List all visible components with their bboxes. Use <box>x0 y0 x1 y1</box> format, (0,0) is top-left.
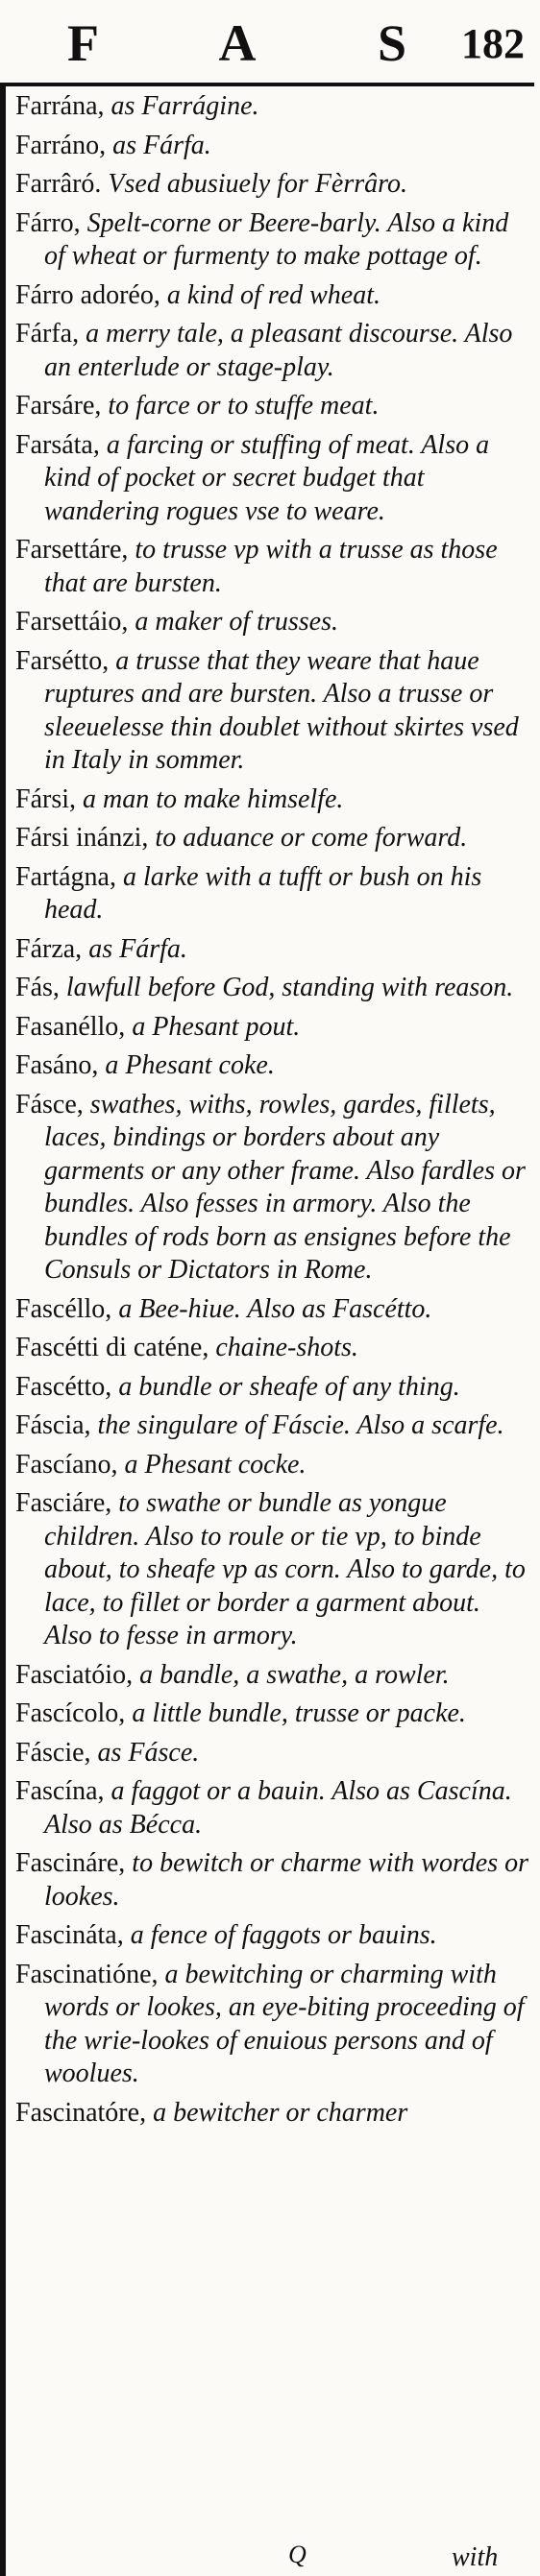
headword: Fascináre, <box>15 1848 126 1878</box>
signature-mark: Q <box>288 2540 307 2568</box>
headword: Farrâró. <box>15 169 102 199</box>
headword: Fársi inánzi, <box>15 823 149 853</box>
dictionary-entry <box>15 390 530 423</box>
dictionary-entry <box>15 1775 530 1842</box>
header-rule <box>2 83 534 86</box>
definition: a kind of red wheat. <box>160 279 380 310</box>
headword: Fascéllo, <box>15 1293 112 1324</box>
dictionary-entry <box>15 861 530 927</box>
page-number: 182 <box>461 20 525 67</box>
headword: Fascétto, <box>15 1371 112 1402</box>
dictionary-entry <box>15 1697 530 1731</box>
definition: a larke with a tufft or bush on his head. <box>44 861 482 925</box>
headword: Fáscia, <box>15 1410 91 1440</box>
dictionary-entry <box>15 318 530 384</box>
definition: a merry tale, a pleasant discourse. Also an enterlude or stage-play. <box>44 319 513 382</box>
dictionary-entry <box>15 1737 530 1770</box>
dictionary-entry <box>15 1011 530 1045</box>
headword: Fascétti di caténe, <box>15 1333 209 1362</box>
dictionary-entry <box>15 1409 530 1443</box>
headword: Fás, <box>15 973 60 1002</box>
headword: Farrána, <box>15 91 105 121</box>
headword: Fasciáre, <box>15 1488 112 1518</box>
definition: to aduance or come forward. <box>148 823 468 853</box>
dictionary-entry <box>15 534 530 600</box>
headword: Fascináta, <box>15 1920 124 1950</box>
headword: Fasanéllo, <box>15 1011 126 1042</box>
headword: Farsettáre, <box>15 535 129 565</box>
definition: a man to make himselfe. <box>76 783 344 814</box>
dictionary-entry <box>15 1371 530 1405</box>
definition: a little bundle, trusse or packe. <box>125 1698 466 1728</box>
catchword: with <box>452 2542 499 2572</box>
definition: a bundle or sheafe of any thing. <box>111 1371 460 1402</box>
headword: Fascína, <box>15 1776 105 1806</box>
headword: Farsettáio, <box>15 607 129 637</box>
definition: a bandle, a swathe, a rowler. <box>133 1659 450 1690</box>
headword: Farráno, <box>15 130 107 160</box>
headword: Fárza, <box>15 933 83 964</box>
definition: a faggot or a bauin. Also as Cascína. Also as Bécca. <box>44 1776 512 1840</box>
dictionary-entry <box>15 783 530 817</box>
headword: Fásce, <box>15 1089 84 1119</box>
definition: a Phesant pout. <box>125 1011 301 1042</box>
dictionary-entry <box>15 1659 530 1693</box>
dictionary-entry <box>15 1449 530 1482</box>
headword: Fárro, <box>15 207 81 238</box>
dictionary-entry <box>15 168 530 202</box>
headword: Fasáno, <box>15 1050 99 1080</box>
definition: Vsed abusiuely for Fèrrâro. <box>101 169 408 199</box>
headword: Fasciatóio, <box>15 1659 134 1690</box>
headword: Farsáre, <box>15 391 102 421</box>
definition: as Fárfa. <box>82 933 187 964</box>
dictionary-entry <box>15 606 530 639</box>
headword: Farsáta, <box>15 429 100 460</box>
definition: a trusse that they weare that haue ruptures and are bursten. Also a trusse or sleeuelesse thin doublet without skirtes vsed in Italy in sommer. <box>44 645 519 775</box>
headword: Fartágna, <box>15 861 116 892</box>
headword: Fársi, <box>15 783 76 814</box>
dictionary-entry <box>15 1487 530 1653</box>
dictionary-entry <box>15 207 530 274</box>
dictionary-entry <box>15 933 530 967</box>
definition: as Farrágine. <box>104 91 259 121</box>
definition: Spelt-corne or Beere-barly. Also a kind of wheat or furmenty to make pottage of. <box>44 207 509 271</box>
definition: a Phesant cocke. <box>117 1449 307 1480</box>
definition: a fence of faggots or bauins. <box>123 1920 437 1950</box>
definition: to farce or to stuffe meat. <box>101 391 380 421</box>
entry-list <box>15 90 530 2135</box>
definition: to bewitch or charme with wordes or lookes. <box>44 1848 529 1912</box>
definition: swathes, withs, rowles, gardes, fillets, laces, bindings or borders about any garments or any other frame. Also fardles or bundles. Also fesses in armory. Also the bundles of rods born as ensignes before the Consuls or Dictators in Rome. <box>44 1089 526 1285</box>
definition: a Bee-hiue. Also as Fascétto. <box>111 1293 432 1324</box>
dictionary-entry <box>15 90 530 124</box>
definition: a bewitcher or charmer <box>146 2097 408 2128</box>
dictionary-entry <box>15 1847 530 1914</box>
running-head-title: F A S <box>67 14 463 72</box>
headword: Fáscie, <box>15 1737 91 1768</box>
definition: a maker of trusses. <box>128 607 338 637</box>
dictionary-entry <box>15 645 530 778</box>
definition: a bewitching or charming with words or lookes, an eye-biting proceeding of the wrie-lookes of enuious persons and of woolues. <box>44 1959 525 2088</box>
definition: as Fásce. <box>90 1737 200 1768</box>
dictionary-entry <box>15 1293 530 1327</box>
dictionary-entry <box>15 1959 530 2091</box>
headword: Fascinatióne, <box>15 1959 159 1989</box>
dictionary-entry <box>15 1089 530 1288</box>
dictionary-entry <box>15 130 530 163</box>
definition: to trusse vp with a trusse as those that are bursten. <box>44 535 498 598</box>
dictionary-entry <box>15 429 530 529</box>
headword: Farsétto, <box>15 645 110 676</box>
definition: lawfull before God, standing with reason. <box>59 973 514 1002</box>
column-rule <box>0 83 6 2576</box>
dictionary-entry <box>15 972 530 1005</box>
dictionary-entry <box>15 1919 530 1953</box>
headword: Fascícolo, <box>15 1698 126 1728</box>
headword: Fárfa, <box>15 319 80 349</box>
headword: Fascinatóre, <box>15 2097 147 2128</box>
dictionary-entry <box>15 1049 530 1083</box>
dictionary-entry <box>15 279 530 313</box>
dictionary-entry <box>15 1332 530 1365</box>
dictionary-entry <box>15 822 530 855</box>
definition: chaine-shots. <box>209 1333 358 1362</box>
definition: as Fárfa. <box>106 130 211 160</box>
definition: to swathe or bundle as yongue children. Also to roule or tie vp, to binde about, to sheafe vp as corn. Also to garde, to lace, to fillet or border a garment about. Also to fesse in armory. <box>44 1488 526 1650</box>
headword: Fárro adoréo, <box>15 279 160 310</box>
dictionary-entry <box>15 2097 530 2131</box>
definition: a Phesant coke. <box>98 1050 275 1080</box>
running-header <box>0 0 540 83</box>
definition: a farcing or stuffing of meat. Also a kind of pocket or secret budget that wandering rogues vse to weare. <box>44 429 490 526</box>
definition: the singulare of Fáscie. Also a scarfe. <box>90 1410 504 1440</box>
headword: Fascíano, <box>15 1449 118 1480</box>
